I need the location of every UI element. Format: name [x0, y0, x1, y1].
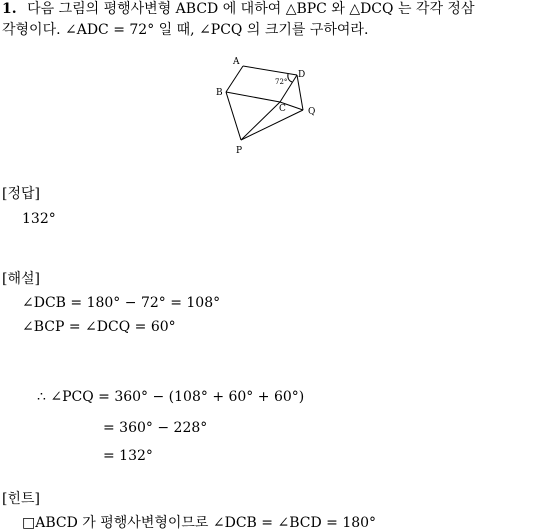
segment-AB — [226, 66, 243, 92]
segment-PC — [241, 102, 280, 140]
hint-heading: [힌트] — [2, 491, 40, 507]
label-D: D — [298, 70, 306, 80]
problem-line-2: 각형이다. ∠ADC = 72° 일 때, ∠PCQ 의 크기를 구하여라. — [2, 22, 369, 38]
explanation-line-5: = 132° — [103, 448, 153, 464]
explanation-line-4: = 360° − 228° — [103, 420, 208, 436]
segment-BP — [226, 92, 241, 140]
segment-AD — [243, 66, 297, 75]
label-P: P — [236, 146, 243, 156]
label-C: C — [279, 104, 286, 114]
label-B: B — [216, 88, 223, 98]
label-A: A — [233, 57, 240, 67]
answer-value: 132° — [22, 211, 56, 227]
label-Q: Q — [308, 107, 316, 117]
answer-heading: [정답] — [2, 186, 40, 202]
segment-BC — [226, 92, 280, 102]
explanation-line-3: ∴ ∠PCQ = 360° − (108° + 60° + 60°) — [37, 389, 305, 405]
explanation-line-1: ∠DCB = 180° − 72° = 108° — [22, 295, 221, 311]
angle-arc-D — [288, 74, 292, 82]
label-angle-72: 72° — [275, 78, 288, 86]
hint-line-1: □ABCD 가 평행사변형이므로 ∠DCB = ∠BCD = 180° — [22, 515, 377, 531]
segment-DQ — [297, 75, 303, 110]
segment-PQ — [241, 110, 303, 140]
explanation-heading: [해설] — [2, 271, 40, 287]
explanation-line-2: ∠BCP = ∠DCQ = 60° — [22, 319, 176, 335]
problem-text-1: 다음 그림의 평행사변형 ABCD 에 대하여 △BPC 와 △DCQ 는 각각 정삼 — [27, 1, 475, 17]
problem-number: 1. — [2, 1, 17, 17]
